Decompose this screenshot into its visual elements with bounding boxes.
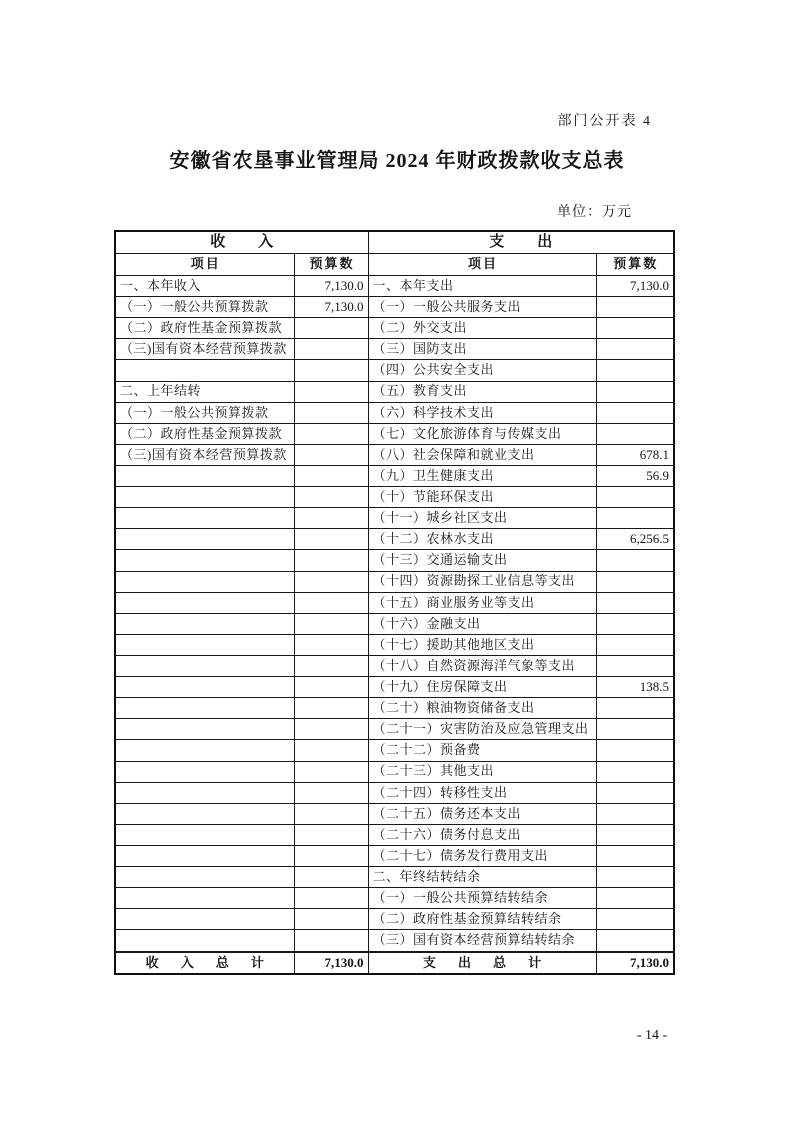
expense-value-cell bbox=[596, 613, 674, 634]
expense-value-cell bbox=[596, 909, 674, 930]
expense-value-cell bbox=[596, 487, 674, 508]
expense-item-cell: （二十）粮油物资储备支出 bbox=[368, 698, 596, 719]
expense-item-cell: （三）国有资本经营预算结转结余 bbox=[368, 930, 596, 951]
income-item-cell: （一）一般公共预算拨款 bbox=[115, 402, 294, 423]
expense-item-cell: （二）政府性基金预算结转结余 bbox=[368, 909, 596, 930]
expense-value-cell bbox=[596, 634, 674, 655]
table-row bbox=[115, 444, 674, 465]
expense-item-cell: （十九）住房保障支出 bbox=[368, 677, 596, 698]
income-item-cell bbox=[115, 867, 294, 888]
table-row bbox=[115, 487, 674, 508]
income-item-cell: （三)国有资本经营预算拨款 bbox=[115, 339, 294, 360]
income-value-cell bbox=[294, 782, 368, 803]
income-value-cell bbox=[294, 360, 368, 381]
expense-item-cell: （二十七）债务发行费用支出 bbox=[368, 845, 596, 866]
table-body bbox=[115, 276, 674, 953]
expense-item-cell: （十五）商业服务业等支出 bbox=[368, 592, 596, 613]
table-row bbox=[115, 381, 674, 402]
expense-item-cell: （七）文化旅游体育与传媒支出 bbox=[368, 423, 596, 444]
expense-item-cell: （十三）交通运输支出 bbox=[368, 550, 596, 571]
expense-value-cell bbox=[596, 719, 674, 740]
income-value-cell bbox=[294, 909, 368, 930]
table-row bbox=[115, 888, 674, 909]
expense-item-cell: （六）科学技术支出 bbox=[368, 402, 596, 423]
table-row bbox=[115, 655, 674, 676]
income-item-cell bbox=[115, 571, 294, 592]
expense-item-cell: （十一）城乡社区支出 bbox=[368, 508, 596, 529]
income-value-cell bbox=[294, 592, 368, 613]
expense-item-cell: （八）社会保障和就业支出 bbox=[368, 444, 596, 465]
expense-value-cell bbox=[596, 571, 674, 592]
expense-value-cell bbox=[596, 867, 674, 888]
income-item-cell: 二、上年结转 bbox=[115, 381, 294, 402]
table-row bbox=[115, 761, 674, 782]
expense-item-cell: （一）一般公共服务支出 bbox=[368, 297, 596, 318]
income-item-cell bbox=[115, 613, 294, 634]
expense-value-cell bbox=[596, 930, 674, 951]
expense-item-cell: （十四）资源勘探工业信息等支出 bbox=[368, 571, 596, 592]
income-item-cell bbox=[115, 698, 294, 719]
expense-value-cell bbox=[596, 402, 674, 423]
expense-value-cell bbox=[596, 845, 674, 866]
table-row bbox=[115, 634, 674, 655]
expense-value-cell bbox=[596, 318, 674, 339]
table-row bbox=[115, 782, 674, 803]
income-item-cell: 一、本年收入 bbox=[115, 276, 294, 297]
expense-value-cell: 6,256.5 bbox=[596, 529, 674, 550]
income-item-cell bbox=[115, 782, 294, 803]
expense-item-cell: （十八）自然资源海洋气象等支出 bbox=[368, 655, 596, 676]
income-value-cell: 7,130.0 bbox=[294, 297, 368, 318]
expense-value-cell bbox=[596, 339, 674, 360]
income-item-cell: （二）政府性基金预算拨款 bbox=[115, 423, 294, 444]
income-item-cell bbox=[115, 761, 294, 782]
income-value-cell bbox=[294, 634, 368, 655]
expense-value-cell bbox=[596, 888, 674, 909]
income-value-cell bbox=[294, 465, 368, 486]
expense-value-cell: 678.1 bbox=[596, 444, 674, 465]
expense-item-cell: 一、本年支出 bbox=[368, 276, 596, 297]
income-value-cell bbox=[294, 508, 368, 529]
table-row bbox=[115, 845, 674, 866]
income-value-cell bbox=[294, 761, 368, 782]
income-item-cell bbox=[115, 824, 294, 845]
table-row bbox=[115, 719, 674, 740]
expense-value-cell bbox=[596, 550, 674, 571]
income-value-cell bbox=[294, 613, 368, 634]
income-value-cell bbox=[294, 444, 368, 465]
table-row bbox=[115, 930, 674, 951]
income-value-cell bbox=[294, 740, 368, 761]
page-title: 安徽省农垦事业管理局 2024 年财政拨款收支总表 bbox=[169, 150, 625, 172]
doc-label: 部门公开表 4 bbox=[557, 114, 652, 129]
expense-item-cell: （二十五）债务还本支出 bbox=[368, 803, 596, 824]
expense-item-cell: （二十四）转移性支出 bbox=[368, 782, 596, 803]
income-value-cell bbox=[294, 888, 368, 909]
expense-item-cell: 二、年终结转结余 bbox=[368, 867, 596, 888]
expense-item-cell: （二）外交支出 bbox=[368, 318, 596, 339]
table-row bbox=[115, 465, 674, 486]
income-value-cell bbox=[294, 571, 368, 592]
expense-item-cell: （十七）援助其他地区支出 bbox=[368, 634, 596, 655]
budget-table bbox=[114, 230, 675, 975]
income-item-header: 项目 bbox=[115, 254, 294, 276]
income-item-cell bbox=[115, 740, 294, 761]
expense-value-cell bbox=[596, 740, 674, 761]
expense-item-header: 项目 bbox=[368, 254, 596, 276]
expense-value-cell bbox=[596, 297, 674, 318]
table-row bbox=[115, 909, 674, 930]
unit-label: 单位：万元 bbox=[557, 205, 632, 220]
income-value-cell bbox=[294, 803, 368, 824]
income-item-cell bbox=[115, 508, 294, 529]
expense-value-cell: 7,130.0 bbox=[596, 276, 674, 297]
table-row bbox=[115, 571, 674, 592]
table-row bbox=[115, 276, 674, 297]
expense-budget-header: 预算数 bbox=[596, 254, 674, 276]
page-number: - 14 - bbox=[636, 1028, 668, 1043]
income-value-cell bbox=[294, 318, 368, 339]
table-row bbox=[115, 423, 674, 444]
income-item-cell bbox=[115, 677, 294, 698]
table-row bbox=[115, 360, 674, 381]
table-row bbox=[115, 592, 674, 613]
income-item-cell: （三)国有资本经营预算拨款 bbox=[115, 444, 294, 465]
income-item-cell bbox=[115, 634, 294, 655]
expense-value-cell bbox=[596, 655, 674, 676]
expense-total-label: 支出总计 bbox=[368, 952, 596, 974]
income-item-cell bbox=[115, 550, 294, 571]
expense-value-cell bbox=[596, 423, 674, 444]
expense-value-cell bbox=[596, 761, 674, 782]
income-value-cell bbox=[294, 719, 368, 740]
income-item-cell bbox=[115, 888, 294, 909]
table-row bbox=[115, 297, 674, 318]
table-row bbox=[115, 803, 674, 824]
table-row bbox=[115, 318, 674, 339]
income-item-cell bbox=[115, 655, 294, 676]
expense-value-cell bbox=[596, 360, 674, 381]
table-row bbox=[115, 508, 674, 529]
income-total-value: 7,130.0 bbox=[294, 952, 368, 974]
column-header-row bbox=[115, 254, 674, 276]
expense-item-cell: （五）教育支出 bbox=[368, 381, 596, 402]
expense-item-cell: （二十二）预备费 bbox=[368, 740, 596, 761]
income-value-cell bbox=[294, 529, 368, 550]
income-value-cell bbox=[294, 550, 368, 571]
income-item-cell bbox=[115, 529, 294, 550]
expense-item-cell: （三）国防支出 bbox=[368, 339, 596, 360]
expense-item-cell: （四）公共安全支出 bbox=[368, 360, 596, 381]
expense-value-cell bbox=[596, 508, 674, 529]
expense-value-cell bbox=[596, 698, 674, 719]
expense-value-cell bbox=[596, 803, 674, 824]
income-item-cell bbox=[115, 909, 294, 930]
total-row bbox=[115, 952, 674, 974]
table-row bbox=[115, 824, 674, 845]
income-item-cell bbox=[115, 360, 294, 381]
expense-item-cell: （一）一般公共预算结转结余 bbox=[368, 888, 596, 909]
expense-value-cell bbox=[596, 782, 674, 803]
income-value-cell bbox=[294, 677, 368, 698]
expense-group-header: 支出 bbox=[368, 231, 674, 254]
income-value-cell bbox=[294, 845, 368, 866]
expense-item-cell: （十）节能环保支出 bbox=[368, 487, 596, 508]
table-footer bbox=[115, 952, 674, 974]
table-row bbox=[115, 613, 674, 634]
income-value-cell bbox=[294, 655, 368, 676]
table-row bbox=[115, 740, 674, 761]
income-item-cell: （二）政府性基金预算拨款 bbox=[115, 318, 294, 339]
income-value-cell bbox=[294, 698, 368, 719]
table-row bbox=[115, 550, 674, 571]
table-row bbox=[115, 402, 674, 423]
income-value-cell bbox=[294, 381, 368, 402]
table-row bbox=[115, 339, 674, 360]
income-value-cell bbox=[294, 930, 368, 951]
table-row bbox=[115, 867, 674, 888]
table-row bbox=[115, 677, 674, 698]
expense-value-cell bbox=[596, 592, 674, 613]
income-item-cell bbox=[115, 465, 294, 486]
expense-value-cell: 56.9 bbox=[596, 465, 674, 486]
table-header bbox=[115, 231, 674, 276]
expense-value-cell bbox=[596, 824, 674, 845]
income-item-cell bbox=[115, 803, 294, 824]
expense-value-cell bbox=[596, 381, 674, 402]
income-value-cell bbox=[294, 339, 368, 360]
income-value-cell bbox=[294, 867, 368, 888]
expense-item-cell: （十六）金融支出 bbox=[368, 613, 596, 634]
income-value-cell: 7,130.0 bbox=[294, 276, 368, 297]
group-header-row bbox=[115, 231, 674, 254]
income-item-cell bbox=[115, 930, 294, 951]
expense-item-cell: （二十一）灾害防治及应急管理支出 bbox=[368, 719, 596, 740]
table-row bbox=[115, 529, 674, 550]
income-item-cell bbox=[115, 592, 294, 613]
expense-item-cell: （九）卫生健康支出 bbox=[368, 465, 596, 486]
income-value-cell bbox=[294, 402, 368, 423]
income-total-label: 收入总计 bbox=[115, 952, 294, 974]
income-item-cell bbox=[115, 487, 294, 508]
expense-item-cell: （十二）农林水支出 bbox=[368, 529, 596, 550]
table-row bbox=[115, 698, 674, 719]
income-group-header: 收入 bbox=[115, 231, 368, 254]
income-value-cell bbox=[294, 423, 368, 444]
expense-total-value: 7,130.0 bbox=[596, 952, 674, 974]
income-value-cell bbox=[294, 824, 368, 845]
income-item-cell: （一）一般公共预算拨款 bbox=[115, 297, 294, 318]
income-item-cell bbox=[115, 845, 294, 866]
income-budget-header: 预算数 bbox=[294, 254, 368, 276]
expense-item-cell: （二十三）其他支出 bbox=[368, 761, 596, 782]
income-value-cell bbox=[294, 487, 368, 508]
income-item-cell bbox=[115, 719, 294, 740]
expense-item-cell: （二十六）债务付息支出 bbox=[368, 824, 596, 845]
expense-value-cell: 138.5 bbox=[596, 677, 674, 698]
